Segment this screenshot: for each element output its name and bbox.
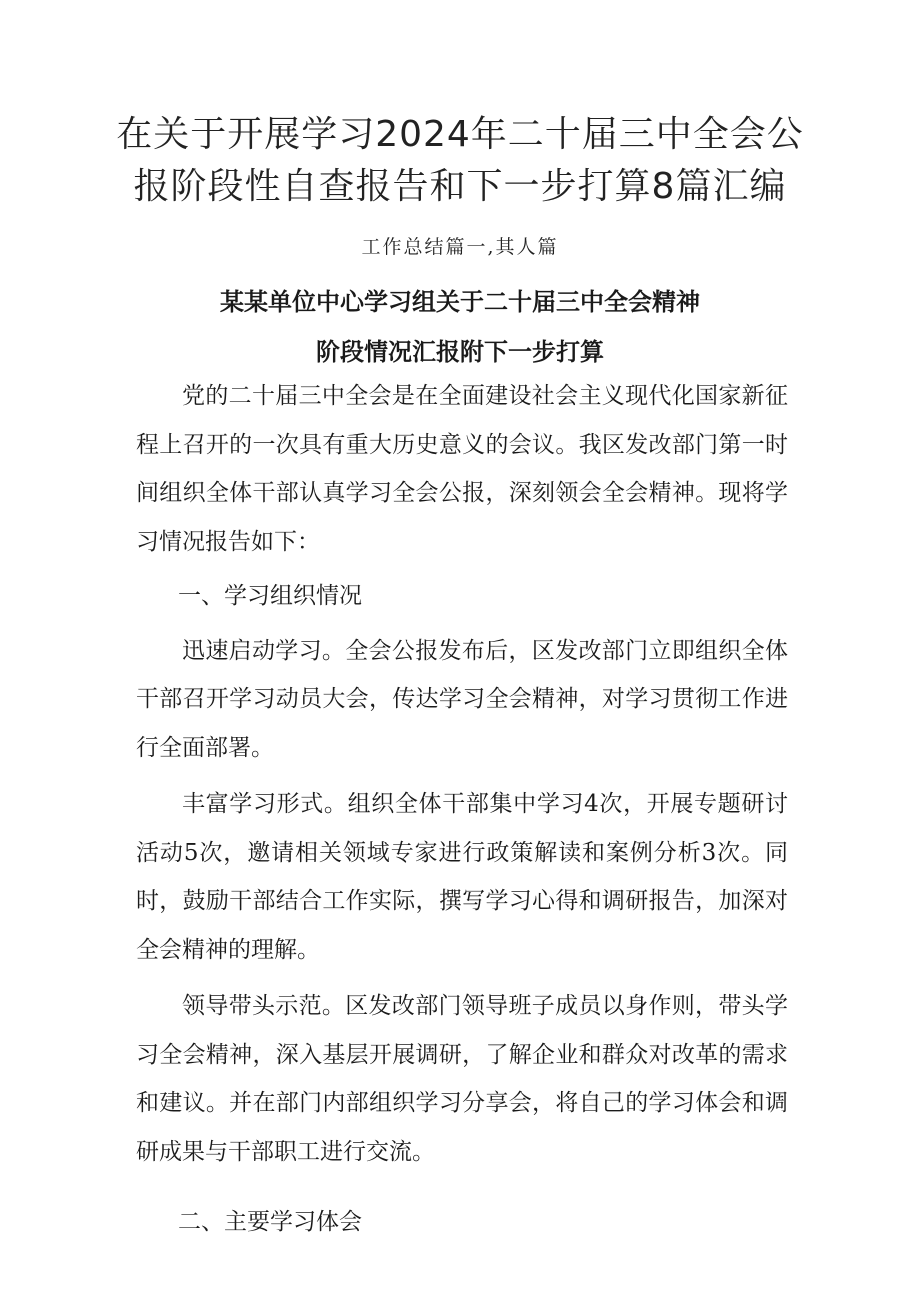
report-heading-line-1: 某某单位中心学习组关于二十届三中全会精神 <box>220 288 700 316</box>
document-subtitle: 工作总结篇一,其人篇 <box>361 236 559 258</box>
section-1-paragraph-2: 丰富学习形式。组织全体干部集中学习4次，开展专题研讨活动5次，邀请相关领域专家进行政策解读和案例分析3次。同时，鼓励干部结合工作实际，撰写学习心得和调研报告，加深对全会精神的理解。 <box>136 791 788 963</box>
report-heading-line-2: 阶段情况汇报附下一步打算 <box>316 338 604 366</box>
section-1-heading: 一、学习组织情况 <box>178 583 362 609</box>
document-title-line-2: 报阶段性自查报告和下一步打算8篇汇编 <box>133 166 787 207</box>
document-body <box>136 372 788 1247</box>
section-2-heading: 二、主要学习体会 <box>178 1209 362 1235</box>
section-1-paragraph-3: 领导带头示范。区发改部门领导班子成员以身作则，带头学习全会精神，深入基层开展调研，了解企业和群众对改革的需求和建议。并在部门内部组织学习分享会，将自己的学习体会和调研成果与干部职工进行交流。 <box>136 993 788 1165</box>
document-title-line-1: 在关于开展学习2024年二十届三中全会公 <box>116 114 804 155</box>
section-1-paragraph-1: 迅速启动学习。全会公报发布后，区发改部门立即组织全体干部召开学习动员大会，传达学习全会精神，对学习贯彻工作进行全面部署。 <box>136 637 788 761</box>
intro-paragraph: 党的二十届三中全会是在全面建设社会主义现代化国家新征程上召开的一次具有重大历史意义的会议。我区发改部门第一时间组织全体干部认真学习全会公报，深刻领会全会精神。现将学习情况报告如下： <box>136 383 788 555</box>
